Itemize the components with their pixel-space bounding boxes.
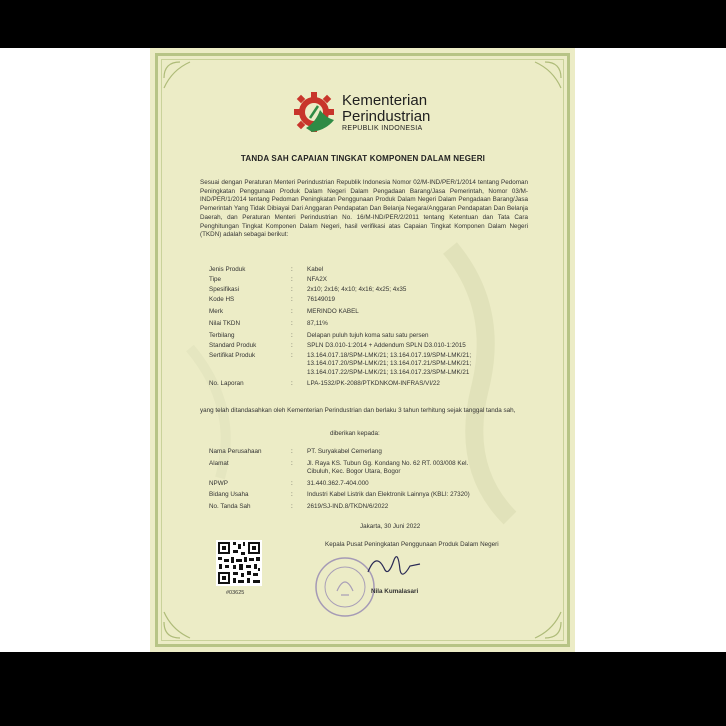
ministry-name-line2: Perindustrian <box>342 108 431 125</box>
signer-name: Nila Kumalasari <box>371 588 419 595</box>
field-value: Kabel <box>307 266 324 273</box>
field-label: No. Laporan <box>209 380 244 387</box>
qr-code-id: #03625 <box>226 590 245 596</box>
field-label: NPWP <box>209 480 228 487</box>
field-value: Industri Kabel Listrik dan Elektronik Lainnya (KBLI: 27320) <box>307 491 470 498</box>
top-black-bar <box>0 0 726 48</box>
field-label: Alamat <box>209 460 229 467</box>
field-label: Kode HS <box>209 296 235 303</box>
given-to-label: diberikan kepada: <box>330 430 380 437</box>
field-label: Bidang Usaha <box>209 491 249 498</box>
intro-paragraph: Sesuai dengan Peraturan Menteri Perindustrian Republik Indonesia Nomor 02/M-IND/PER/1/2014 tentang Pedoman Peningkatan Penggunaan Produk Dalam Negeri Dalam Pengadaan Barang/Jasa Pemerintah, Nomor 03/M-IND/PER/1/2014 tentang Pedoman Peningkatan Penggunaan Produk Dalam Negeri Dalam Pengadaan Barang/Jasa Pemerintah Yang Tidak Dibiayai Dari Anggaran Pendapatan Dan Belanja Negara/Anggaran Pendapatan Dan Belanja Daerah, dan Peraturan Menteri Perindustrian No. 16/M-IND/PER/2/2011 tentang Ketentuan dan Tata Cara Penghitungan Tingkat Komponen Dalam Negeri, hasil verifikasi atas Capaian Tingkat Komponen Dalam Negeri (TKDN) adalah sebagai berikut: <box>200 179 528 239</box>
ministry-logo <box>290 88 490 140</box>
field-value: 31.440.362.7-404.000 <box>307 480 369 487</box>
field-label: Nilai TKDN <box>209 320 241 327</box>
field-value: LPA-1532/PK-2088/PTKDNKOM-INFRAS/VI/22 <box>307 380 440 387</box>
field-label: Spesifikasi <box>209 286 240 293</box>
certificate-title: TANDA SAH CAPAIAN TINGKAT KOMPONEN DALAM NEGERI <box>240 154 486 163</box>
field-value: 13.164.017.18/SPM-LMK/21; 13.164.017.19/SPM-LMK/21; 13.164.017.20/SPM-LMK/21; 13.164.017.21/SPM-LMK/21; 13.164.017.22/SPM-LMK/21; 13.164.017.23/SPM-LMK/21 <box>307 352 472 376</box>
ministry-country: REPUBLIK INDONESIA <box>342 125 423 132</box>
ministry-gear-icon <box>290 88 338 136</box>
signature-icon <box>364 546 424 586</box>
field-label: Jenis Produk <box>209 266 246 273</box>
bottom-black-bar <box>0 652 726 726</box>
field-value: 87,11% <box>307 320 328 327</box>
place-date: Jakarta, 30 Juni 2022 <box>360 523 421 530</box>
field-value: 2619/SJ-IND.8/TKDN/6/2022 <box>307 503 389 510</box>
field-label: Standard Produk <box>209 342 257 349</box>
field-value: SPLN D3.010-1:2014 + Addendum SPLN D3.010-1:2015 <box>307 342 466 349</box>
signer-role: Kepala Pusat Peningkatan Penggunaan Produk Dalam Negeri <box>325 541 499 548</box>
field-value: Jl. Raya KS. Tubun Gg. Kondang No. 62 RT. 003/008 Kel. Cibuluh, Kec. Bogor Utara, Bogor <box>307 460 469 476</box>
field-value: MERINDO KABEL <box>307 308 359 315</box>
field-label: Merk <box>209 308 223 315</box>
field-value: NFA2X <box>307 276 327 283</box>
field-value: PT. Suryakabel Cemerlang <box>307 448 382 455</box>
qr-code-icon <box>216 540 262 586</box>
ministry-name-line1: Kementerian <box>342 92 428 109</box>
field-label: Sertifikat Produk <box>209 352 256 359</box>
field-value: 2x10; 2x16; 4x10; 4x16; 4x25; 4x35 <box>307 286 407 293</box>
field-label: Nama Perusahaan <box>209 448 262 455</box>
field-label: No. Tanda Sah <box>209 503 251 510</box>
field-label: Terbilang <box>209 332 235 339</box>
field-value: Delapan puluh tujuh koma satu satu persen <box>307 332 429 339</box>
validity-text: yang telah ditandasahkan oleh Kementerian Perindustrian dan berlaku 3 tahun terhitung sejak tanggal tanda sah, <box>200 407 516 414</box>
field-label: Tipe <box>209 276 222 283</box>
field-value: 76149019 <box>307 296 336 303</box>
